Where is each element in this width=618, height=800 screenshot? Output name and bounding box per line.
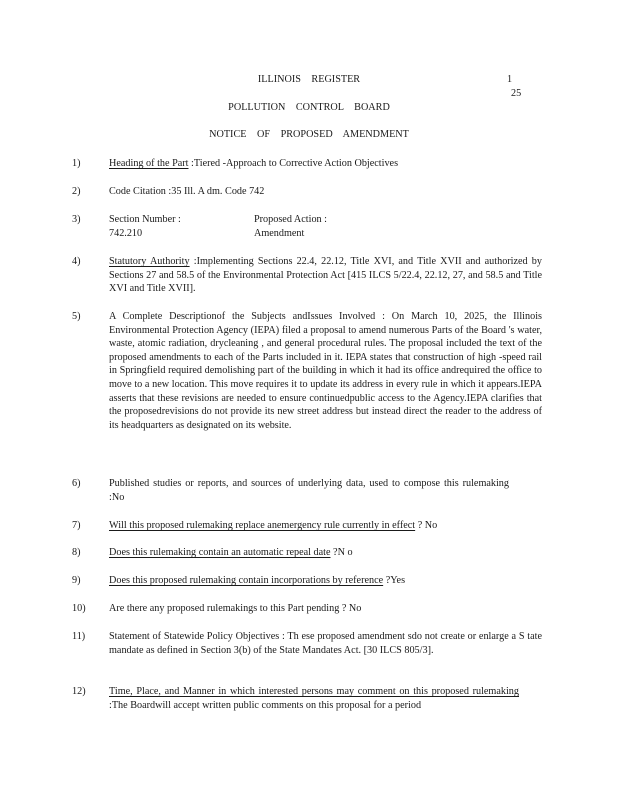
item-text: Are there any proposed rulemakings to this Part pending ? No — [109, 603, 362, 614]
item-number: 9) — [72, 575, 81, 586]
item-body — [109, 685, 519, 712]
item-question: Does this rulemaking contain an automatic repeal date — [109, 547, 331, 558]
item-body — [109, 519, 542, 533]
item-body — [109, 157, 542, 171]
page-number-line2: 25 — [511, 88, 522, 99]
item-text: :The Boardwill accept written public comments on this proposal for a period — [109, 699, 422, 711]
item-number: 5) — [72, 311, 81, 322]
item-heading: Heading of the Part — [109, 158, 189, 169]
item-heading: Statutory Authority — [109, 256, 190, 267]
notice-title: NOTICE OF PROPOSED AMENDMENT — [209, 129, 409, 140]
section-number-label: Section Number : — [109, 214, 181, 225]
item-number: 6) — [72, 478, 81, 489]
item-number: 11) — [72, 631, 86, 642]
item-answer: ? No — [415, 520, 438, 531]
item-heading: Time, Place, and Manner in which interested persons may comment on this proposed rulemaking — [109, 686, 519, 697]
item-text: Published studies or reports, and sources of underlying data, used to compose this rulemaking :No — [109, 478, 509, 503]
proposed-action-label: Proposed Action : — [254, 214, 328, 225]
item-answer: ?N o — [330, 547, 353, 558]
proposed-action-value: Amendment — [254, 227, 305, 239]
item-number: 10) — [72, 603, 86, 614]
item-text: Statement of Statewide Policy Objectives : Th ese proposed amendment sdo not create or enlarge a S tate mandate as defined in Section 3(b) of the State Mandates Act. [30 ILCS 805/3]. — [109, 631, 542, 656]
section-number-value: 742.210 — [109, 227, 143, 239]
item-number: 2) — [72, 186, 81, 197]
register-title: ILLINOIS REGISTER — [257, 74, 361, 85]
page-number-line1: 1 — [507, 74, 513, 85]
item-body — [109, 574, 542, 588]
item-number: 4) — [72, 256, 81, 267]
agency-title: POLLUTION CONTROL BOARD — [228, 102, 390, 113]
item-body — [109, 213, 542, 240]
item-answer: ?Yes — [383, 575, 406, 586]
item-number: 8) — [72, 547, 81, 558]
item-question: Will this proposed rulemaking replace anemergency rule currently in effect — [109, 520, 416, 531]
item-question: Does this proposed rulemaking contain incorporations by reference — [109, 575, 384, 586]
item-number: 1) — [72, 158, 81, 169]
item-text: Code Citation :35 Ill. A dm. Code 742 — [109, 186, 265, 197]
proposed-action — [254, 213, 327, 240]
item-number: 3) — [72, 214, 81, 225]
item-number: 12) — [72, 686, 86, 697]
item-number: 7) — [72, 520, 81, 531]
item-body — [109, 255, 542, 296]
item-text: :Tiered -Approach to Corrective Action Objectives — [188, 158, 399, 169]
item-text: A Complete Descriptionof the Subjects andIssues Involved : On March 10, 2025, the Illinois Environmental Protection Agency (IEPA) filed a proposal to amend numerous Parts of the Board 's water, waste, atomic radiation, drycleaning , and general procedural rules. The proposal included the text of the proposed amendments to each of the Parts included in it. IEPA states that construction of high -speed rail in Springfield required demolishing part of the building in which it had its office andrequired the office to move to a new location. This move requires it to update its address in every rule in which it appears.IEPA asserts that these revisions are needed to ensure continuedpublic access to the Agency.IEPA clarifies that the proposedrevisions do not provide its new street address but instead direct the reader to the address of its headquarters as designated on its website. — [109, 311, 542, 431]
item-body — [109, 546, 542, 560]
item-text: :Implementing Sections 22.4, 22.12, Title XVI, and Title XVII and authorized by Sections 27 and 58.5 of the Environmental Protection Act [415 ILCS 5/22.4, 22.12, 27, and 58.5 and Title XVI and Title XVII]. — [109, 256, 542, 295]
